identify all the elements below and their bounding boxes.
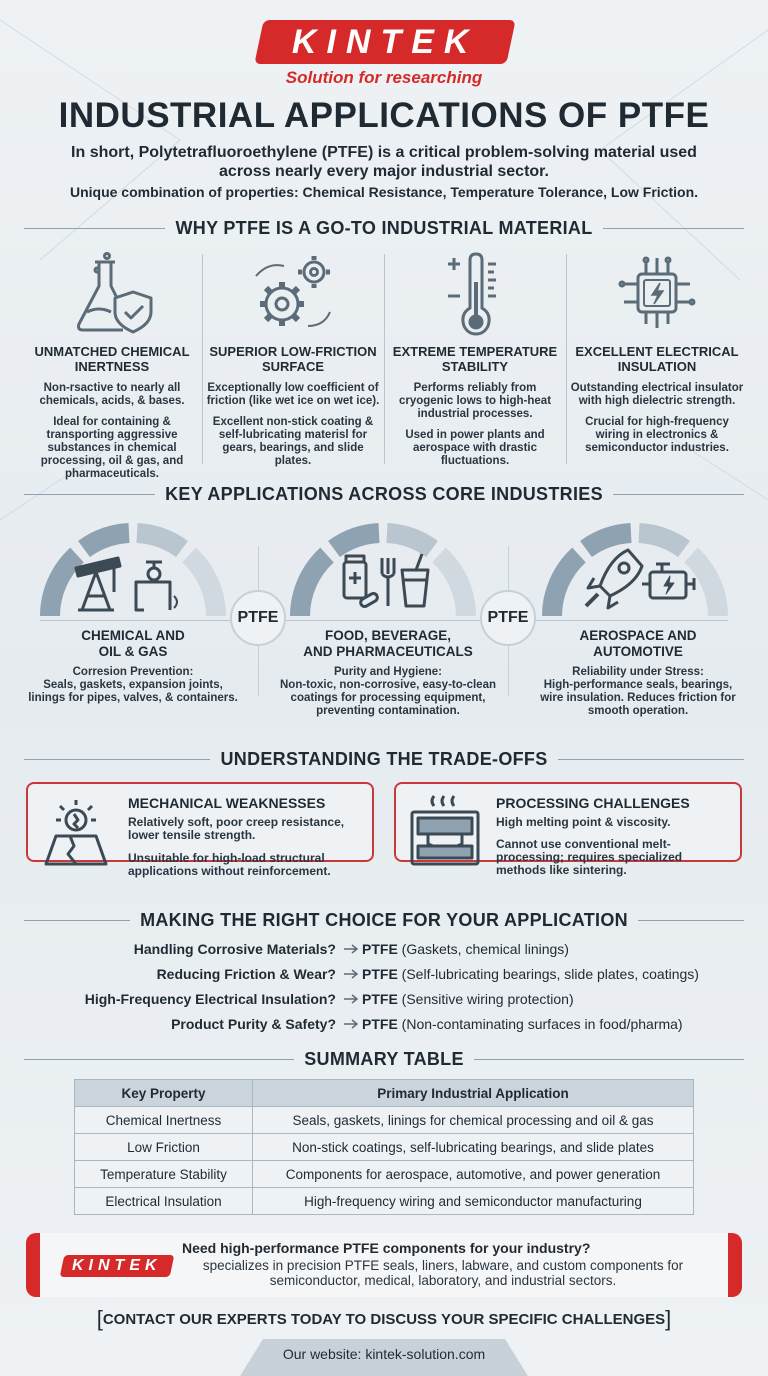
industry-title-line2: AND PHARMACEUTICALS — [303, 644, 473, 659]
arrow-right-icon — [344, 1018, 360, 1030]
cracked-block-icon — [40, 796, 112, 868]
choice-detail: (Gaskets, chemical linings) — [401, 941, 569, 957]
tradeoff-text-1: Relatively soft, poor creep resistance, lower tensile strength. — [128, 815, 345, 842]
food-pharma-icon — [340, 552, 432, 610]
heated-mold-icon — [406, 794, 484, 868]
table-header-cell: Primary Industrial Application — [253, 1080, 694, 1107]
intro-text: In short, Polytetrafluoroethylene (PTFE) is a critical problem-solving material used across nearly every major industrial sector. — [71, 144, 697, 180]
section-tradeoffs-header — [24, 747, 744, 771]
choice-question: Product Purity & Safety? — [171, 1016, 336, 1032]
website-link[interactable]: Our website: kintek-solution.com — [282, 1346, 486, 1362]
cta-logo-text: KINTEK — [72, 1257, 162, 1274]
why-item-friction — [204, 252, 382, 468]
choice-question: Handling Corrosive Materials? — [133, 941, 336, 957]
column-divider — [384, 254, 385, 464]
apps-connector-line — [40, 620, 728, 621]
choice-detail: (Self-lubricating bearings, slide plates, coatings) — [401, 966, 699, 982]
choice-row — [0, 991, 768, 1011]
choice-row — [0, 966, 768, 986]
why-item-title: UNMATCHED CHEMICAL INERTNESS — [34, 344, 190, 374]
arrow-right-icon — [344, 993, 360, 1005]
table-cell: Electrical Insulation — [75, 1188, 253, 1215]
industry-lead: Purity and Hygiene: — [334, 666, 442, 678]
table-row — [75, 1188, 694, 1215]
table-header-row — [75, 1080, 694, 1107]
section-summary-title: SUMMARY TABLE — [304, 1048, 464, 1069]
choice-row — [0, 941, 768, 961]
tradeoff-text-2: Unsuitable for high-load structural applications without reinforcement. — [128, 851, 331, 878]
page-title: INDUSTRIAL APPLICATIONS OF PTFE — [58, 96, 710, 135]
table-cell: Components for aerospace, automotive, and power generation — [253, 1161, 694, 1188]
cta-body: specializes in precision PTFE seals, liners, labware, and custom components for semiconductor, medical, laboratory, and industrial sectors. — [202, 1258, 684, 1288]
choice-answer: PTFE — [362, 966, 398, 982]
why-item-title: EXTREME TEMPERATURE STABILITY — [392, 344, 558, 374]
ptfe-badge: PTFE — [230, 590, 286, 646]
why-item-text-1: Performs reliably from cryogenic lows to high-heat industrial processes. — [398, 382, 552, 420]
why-item-text-1: Non-rsactive to nearly all chemicals, acids, & bases. — [39, 382, 185, 407]
why-item-title: EXCELLENT ELECTRICAL INSULATION — [575, 344, 739, 374]
industry-text: Non-toxic, non-corrosive, easy-to-clean coatings for processing equipment, preventing contamination. — [280, 679, 496, 717]
section-why-title: WHY PTFE IS A GO-TO INDUSTRIAL MATERIAL — [175, 217, 593, 238]
industry-text: Seals, gaskets, expansion joints, linings for pipes, valves, & containers. — [28, 679, 238, 704]
industry-food — [280, 628, 496, 718]
column-divider — [566, 254, 567, 464]
why-item-text-2: Excellent non-stick coating & self-lubricating materisl for gears, bearings, and slide plates. — [212, 416, 374, 467]
choice-answer: PTFE — [362, 1016, 398, 1032]
choice-row — [0, 1016, 768, 1036]
why-item-text-1: Exceptionally low coefficient of friction (like wet ice on wet ice). — [206, 382, 380, 407]
brand-tagline: Solution for researching — [285, 68, 483, 87]
tradeoff-title: MECHANICAL WEAKNESSES — [128, 795, 326, 811]
why-item-electrical — [568, 252, 746, 455]
section-apps-title: KEY APPLICATIONS ACROSS CORE INDUSTRIES — [165, 483, 603, 504]
table-cell: High-frequency wiring and semiconductor manufacturing — [253, 1188, 694, 1215]
thermometer-icon — [430, 252, 520, 336]
properties-text: Unique combination of properties: Chemical Resistance, Temperature Tolerance, Low Friction. — [69, 184, 699, 200]
chip-bolt-icon — [612, 252, 702, 336]
section-choice-header — [24, 908, 744, 932]
choice-question: Reducing Friction & Wear? — [156, 966, 336, 982]
section-summary-header — [24, 1047, 744, 1071]
why-item-temperature — [386, 252, 564, 468]
table-header-cell: Key Property — [75, 1080, 253, 1107]
industry-lead: Corresion Prevention: — [72, 666, 194, 678]
industry-lead: Reliability under Stress: — [572, 666, 704, 678]
why-item-text-2: Ideal for containing & transporting aggressive substances in chemical processing, oil & gas, and pharmaceuticals. — [40, 416, 184, 480]
summary-table — [74, 1079, 694, 1215]
arrow-right-icon — [344, 968, 360, 980]
choice-detail: (Sensitive wiring protection) — [401, 991, 574, 1007]
table-cell: Non-stick coatings, self-lubricating bearings, and slide plates — [253, 1134, 694, 1161]
choice-question: High-Frequency Electrical Insulation? — [84, 991, 336, 1007]
cta-logo — [60, 1255, 175, 1277]
choice-answer: PTFE — [362, 941, 398, 957]
column-divider — [202, 254, 203, 464]
oil-pump-icon — [74, 552, 194, 612]
why-item-text-1: Outstanding electrical insulator with high dielectric strength. — [570, 382, 744, 407]
industry-title-line1: AEROSPACE AND — [579, 628, 697, 643]
table-row — [75, 1161, 694, 1188]
section-why-header — [24, 216, 744, 240]
industry-chemical — [28, 628, 238, 705]
contact-text: CONTACT OUR EXPERTS TODAY TO DISCUSS YOUR SPECIFIC CHALLENGES — [102, 1311, 666, 1328]
tradeoff-text-1: High melting point & viscosity. — [496, 815, 671, 829]
ptfe-badge: PTFE — [480, 590, 536, 646]
bracket-right-icon: ] — [665, 1306, 672, 1331]
section-tradeoffs-title: UNDERSTANDING THE TRADE-OFFS — [220, 748, 548, 769]
section-choice-title: MAKING THE RIGHT CHOICE FOR YOUR APPLICATION — [140, 909, 628, 930]
flask-shield-icon — [67, 252, 157, 336]
arrow-right-icon — [344, 943, 360, 955]
table-row — [75, 1134, 694, 1161]
table-row — [75, 1107, 694, 1134]
brand-logo-text: KINTEK — [291, 22, 479, 61]
why-item-text-2: Used in power plants and aerospace with drastic fluctuations. — [405, 429, 545, 467]
contact-link[interactable] — [0, 1306, 768, 1332]
tradeoff-text-2: Cannot use conventional melt-processing; requires specialized methods like sintering. — [496, 837, 683, 877]
why-item-chemical — [23, 252, 201, 481]
brand-logo — [254, 20, 515, 64]
bracket-left-icon: [ — [96, 1306, 103, 1331]
tradeoff-title: PROCESSING CHALLENGES — [496, 795, 690, 811]
industry-text: High-performance seals, bearings, wire insulation. Reduces friction for smooth operation. — [540, 679, 736, 717]
industry-title-line2: OIL & GAS — [98, 644, 168, 659]
table-cell: Seals, gaskets, linings for chemical processing and oil & gas — [253, 1107, 694, 1134]
industry-aerospace — [538, 628, 738, 718]
industry-title-line1: FOOD, BEVERAGE, — [324, 628, 451, 643]
table-cell: Low Friction — [75, 1134, 253, 1161]
section-apps-header — [24, 482, 744, 506]
why-item-text-2: Crucial for high-frequency wiring in electronics & semiconductor industries. — [585, 416, 729, 454]
industry-title-line1: CHEMICAL AND — [81, 628, 185, 643]
rocket-engine-icon — [580, 546, 700, 612]
why-item-title: SUPERIOR LOW-FRICTION SURFACE — [209, 344, 377, 374]
table-cell: Chemical Inertness — [75, 1107, 253, 1134]
gears-icon — [248, 252, 338, 336]
industry-title-line2: AUTOMOTIVE — [593, 644, 683, 659]
choice-detail: (Non-contaminating surfaces in food/pharma) — [401, 1016, 683, 1032]
choice-answer: PTFE — [362, 991, 398, 1007]
cta-heading: Need high-performance PTFE components for your industry? — [182, 1240, 591, 1256]
table-cell: Temperature Stability — [75, 1161, 253, 1188]
